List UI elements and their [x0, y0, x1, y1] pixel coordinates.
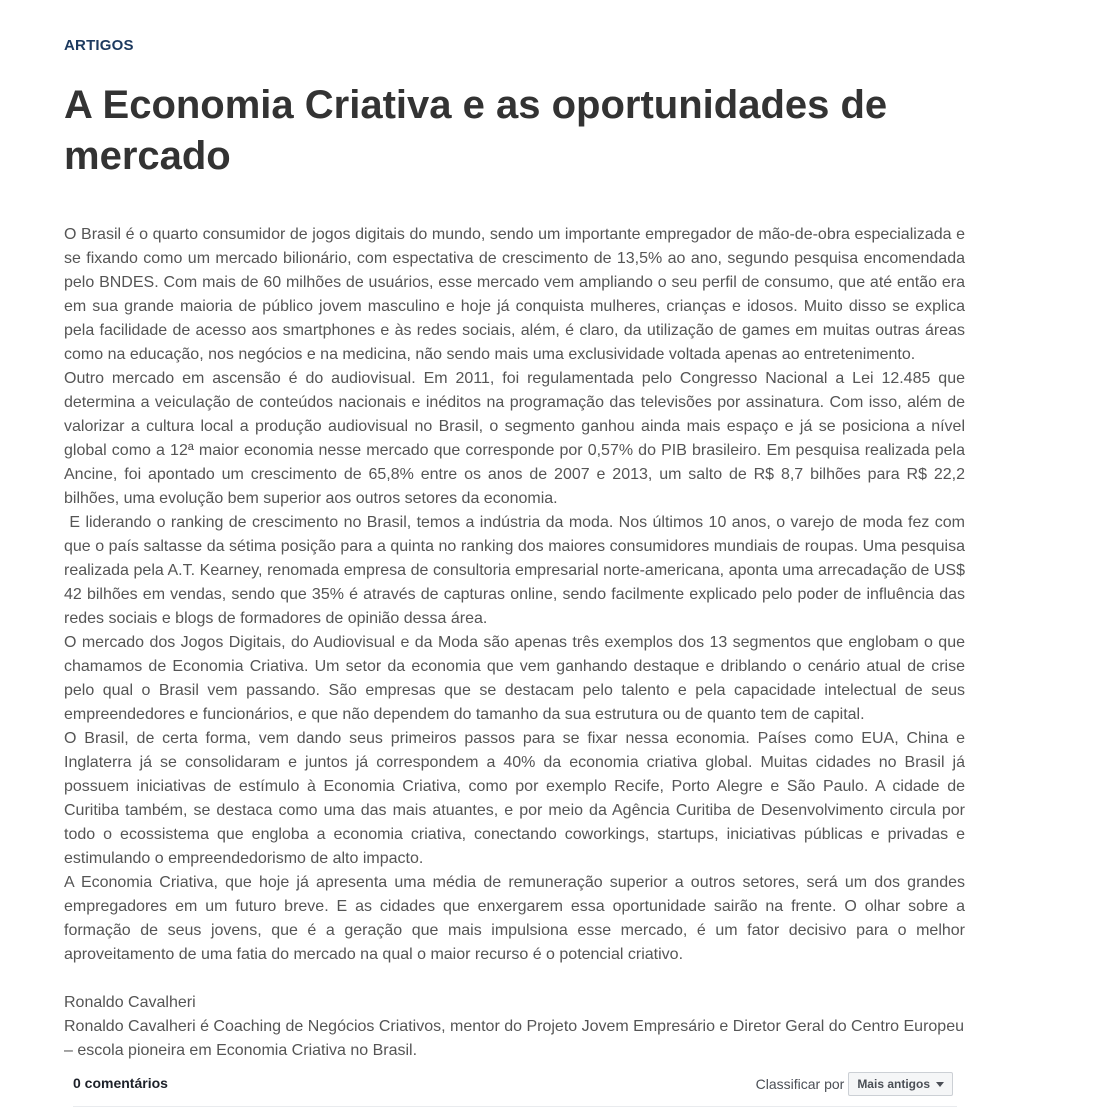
- sort-selected-value: Mais antigos: [857, 1077, 930, 1091]
- article-paragraph: O Brasil é o quarto consumidor de jogos digitais do mundo, sendo um importante empregador de mão-de-obra especializada e se fixando como um mercado bilionário, com espectativa de crescimento de 13,5% ao ano, segundo pesquisa encomendada pelo BNDES. Com mais de 60 milhões de usuários, esse mercado vem ampliando o seu perfil de consumo, que até então era em sua grande maioria de público jovem masculino e hoje já conquista mulheres, crianças e idosos. Muito disso se explica pela facilidade de acesso aos smartphones e às redes sociais, além, é claro, da utilização de games em muitas outras áreas como na educação, nos negócios e na medicina, não sendo mais uma exclusividade voltada apenas ao entretenimento.: [64, 226, 965, 363]
- author-block: [64, 991, 965, 1063]
- comments-header: [73, 1070, 957, 1107]
- article-paragraph: Outro mercado em ascensão é do audiovisual. Em 2011, foi regulamentada pelo Congresso Nacional a Lei 12.485 que determina a veiculação de conteúdos nacionais e inéditos na programação das televisões por assinatura. Com isso, além de valorizar a cultura local a produção audiovisual no Brasil, o segmento ganhou ainda mais espaço e já se posiciona a nível global como a 12ª maior economia nesse mercado que corresponde por 0,57% do PIB brasileiro. Em pesquisa realizada pela Ancine, foi apontado um crescimento de 65,8% entre os anos de 2007 e 2013, um salto de R$ 8,7 bilhões para R$ 22,2 bilhões, uma evolução bem superior aos outros setores da economia.: [64, 370, 965, 507]
- article-paragraph: O Brasil, de certa forma, vem dando seus primeiros passos para se fixar nessa economia. Países como EUA, China e Inglaterra já se consolidaram e juntos já correspondem a 40% da economia criativa global. Muitas cidades no Brasil já possuem iniciativas de estímulo à Economia Criativa, como por exemplo Recife, Porto Alegre e São Paulo. A cidade de Curitiba também, se destaca como uma das mais atuantes, e por meio da Agência Curitiba de Desenvolvimento circula por todo o ecossistema que engloba a economia criativa, conectando coworkings, startups, iniciativas públicas e privadas e estimulando o empreendedorismo de alto impacto.: [64, 730, 965, 867]
- article-paragraph: A Economia Criativa, que hoje já apresenta uma média de remuneração superior a outros setores, será um dos grandes empregadores em um futuro breve. E as cidades que enxergarem essa oportunidade sairão na frente. O olhar sobre a formação de seus jovens, que é a geração que mais impulsiona esse mercado, é um fator decisivo para o melhor aproveitamento de uma fatia do mercado na qual o maior recurso é o potencial criativo.: [64, 874, 965, 963]
- comment-count: 0 comentários: [73, 1075, 168, 1091]
- sort-dropdown[interactable]: [848, 1072, 953, 1096]
- article-paragraph: E liderando o ranking de crescimento no Brasil, temos a indústria da moda. Nos últimos 10 anos, o varejo de moda fez com que o país saltasse da sétima posição para a quinta no ranking dos maiores consumidores mundiais de roupas. Uma pesquisa realizada pela A.T. Kearney, renomada empresa de consultoria empresarial norte-americana, aponta uma arrecadação de US$ 42 bilhões em vendas, sendo que 35% é através de capturas online, sendo facilmente explicado pelo poder de influência das redes sociais e blogs de formadores de opinião dessa área.: [64, 514, 970, 627]
- author-name: Ronaldo Cavalheri: [64, 994, 196, 1011]
- sort-control: [756, 1072, 953, 1096]
- chevron-down-icon: [936, 1082, 944, 1087]
- sort-label: Classificar por: [755, 1076, 845, 1092]
- article-title: A Economia Criativa e as oportunidades de mercado: [64, 83, 888, 178]
- category-link[interactable]: ARTIGOS: [64, 37, 134, 54]
- article-paragraph: O mercado dos Jogos Digitais, do Audiovisual e da Moda são apenas três exemplos dos 13 segmentos que englobam o que chamamos de Economia Criativa. Um setor da economia que vem ganhando destaque e driblando o cenário atual de crise pelo qual o Brasil vem passando. São empresas que se destacam pelo talento e pela capacidade intelectual de seus empreendedores e funcionários, e que não dependem do tamanho da sua estrutura ou de quanto tem de capital.: [64, 634, 965, 723]
- article-body: [64, 223, 970, 967]
- author-bio: Ronaldo Cavalheri é Coaching de Negócios Criativos, mentor do Projeto Jovem Empresário e Diretor Geral do Centro Europeu – escola pioneira em Economia Criativa no Brasil.: [64, 1018, 964, 1059]
- article: [64, 36, 970, 1063]
